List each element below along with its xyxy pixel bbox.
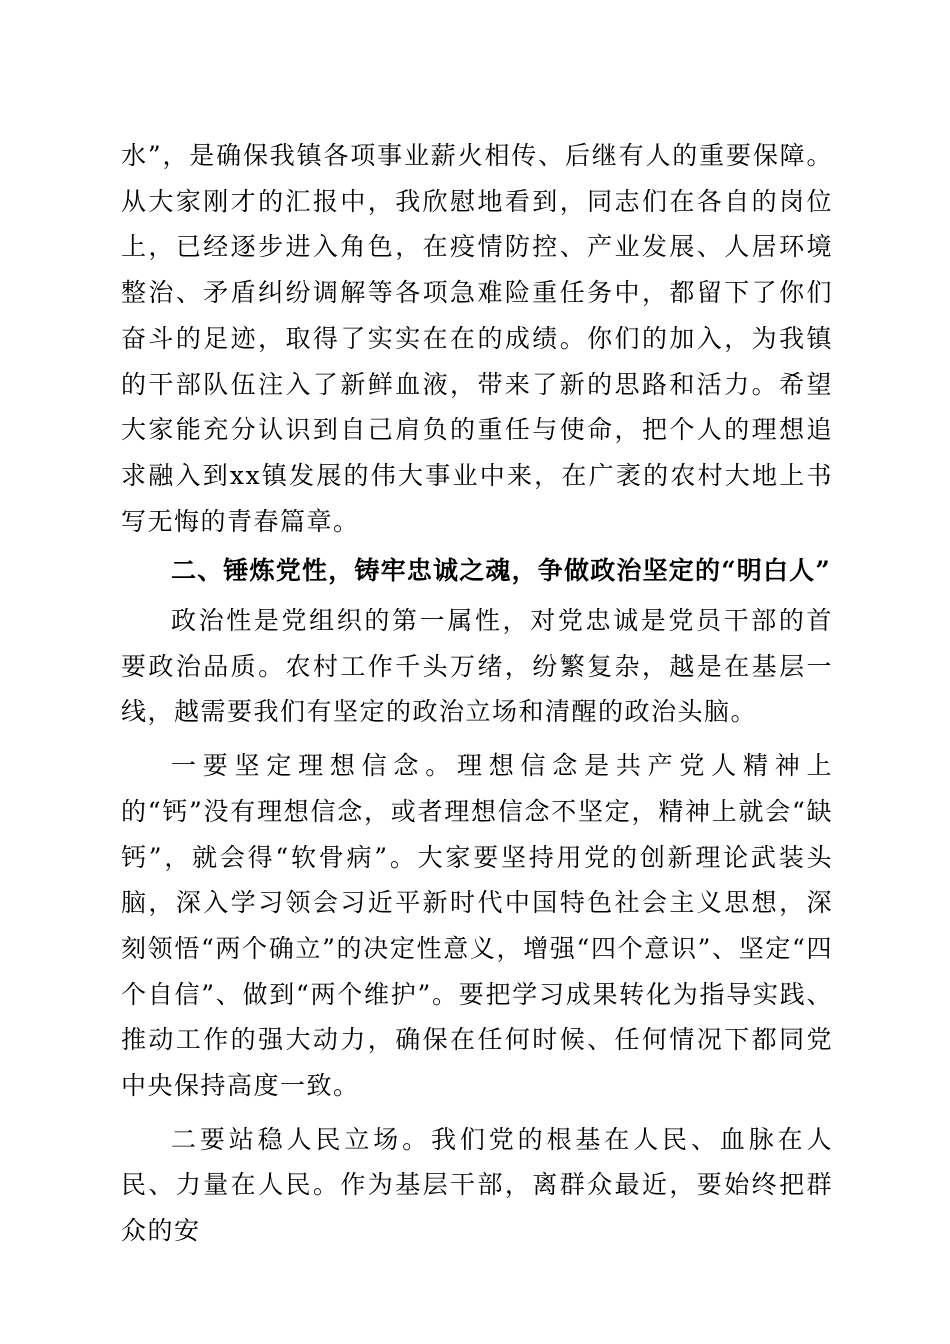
paragraph-ideals: 一要坚定理想信念。理想信念是共产党人精神上的“钙”没有理想信念，或者理想信念不坚定，精神上就会“缺钙”，就会得“软骨病”。大家要坚持用党的创新理论武装头脑，深入学习领会习近平新时代中国特色社会主义思想，深刻领悟“两个确立”的决定性意义，增强“四个意识”、坚定“四个自信”、做到“两个维护”。要把学习成果转化为指导实践、推动工作的强大动力，确保在任何时候、任何情况下都同党中央保持高度一致。 xyxy=(121,751,833,1101)
paragraph-people: 二要站稳人民立场。我们党的根基在人民、血脉在人民、力量在人民。作为基层干部，离群众最近，要始终把群众的安 xyxy=(121,1124,833,1246)
section-heading: 二、锤炼党性，铸牢忠诚之魂，争做政治坚定的“明白人” xyxy=(171,556,831,586)
document-body xyxy=(121,133,833,1254)
paragraph-continuation: 水”，是确保我镇各项事业薪火相传、后继有人的重要保障。从大家刚才的汇报中，我欣慰地看到，同志们在各自的岗位上，已经逐步进入角色，在疫情防控、产业发展、人居环境整治、矛盾纠纷调解等各项急难险重任务中，都留下了你们奋斗的足迹，取得了实实在在的成绩。你们的加入，为我镇的干部队伍注入了新鲜血液，带来了新的思路和活力。希望大家能充分认识到自己肩负的重任与使命，把个人的理想追求融入到xx镇发展的伟大事业中来，在广袤的农村大地上书写无悔的青春篇章。 xyxy=(121,141,833,536)
paragraph-political: 政治性是党组织的第一属性，对党忠诚是党员干部的首要政治品质。农村工作千头万绪，纷繁复杂，越是在基层一线，越需要我们有坚定的政治立场和清醒的政治头脑。 xyxy=(121,606,833,727)
